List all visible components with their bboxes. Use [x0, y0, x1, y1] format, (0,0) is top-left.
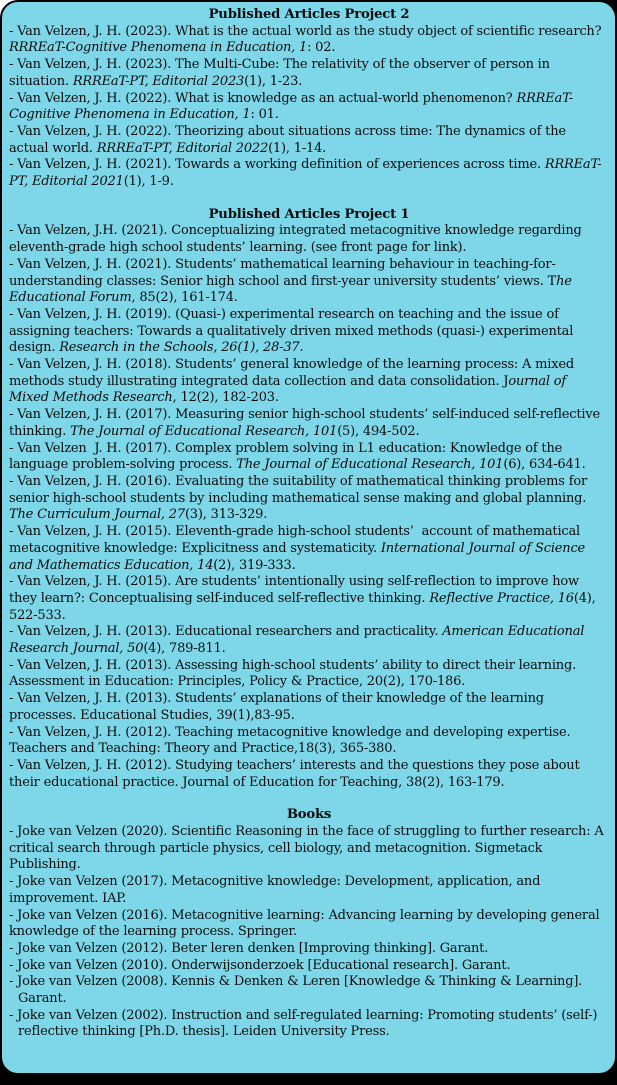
publication-entry: [9, 874, 609, 907]
citation-text: - Joke van Velzen (2020). Scientific Reasoning in the face of struggling to further research: A critical search through particle physics, cell biology, and metacognition. Sigmetack Publishing.: [9, 824, 608, 873]
journal-name-italic: The Journal of Educational Research, 101: [236, 457, 504, 473]
citation-text: - Van Velzen, J. H. (2023). The Multi-Cube: The relativity of the observer of person in situation.: [9, 57, 554, 89]
citation-text: - Van Velzen, J. H. (2022). Theorizing about situations across time: The dynamics of the actual world.: [9, 123, 570, 156]
journal-name-italic: Research in the Schools, 26(1), 28-37.: [59, 340, 304, 356]
citation-text: - Van Velzen, J. H. (2017). Measuring senior high-school students’ self-induced self-reflective thinking.: [9, 407, 604, 439]
citation-text: (3), 313-329.: [184, 507, 268, 523]
citation-text: (6), 634-641.: [503, 457, 586, 473]
publication-entry: [9, 307, 609, 357]
publication-entry: [9, 958, 609, 975]
publication-entry: [9, 474, 609, 524]
citation-text: - Van Velzen, J. H. (2013). Students’ explanations of their knowledge of the learning processes. Educational Studies, 39(1),83-95.: [9, 691, 548, 723]
citation-text: (1), 1-9.: [123, 174, 174, 190]
journal-name-italic: The Curriculum Journal, 27: [9, 507, 185, 523]
section-title: Published Articles Project 2: [208, 7, 410, 22]
citation-text: - Van Velzen, J. H. (2016). Evaluating the suitability of mathematical thinking problems for senior high-school students by including mathematical sense making and global planning.: [9, 473, 591, 506]
publication-entry: [9, 574, 609, 624]
citation-text: : 02.: [307, 40, 336, 56]
citation-text: - Joke van Velzen (2017). Metacognitive knowledge: Development, application, and improvement. IAP.: [9, 874, 545, 906]
publications-section: [9, 7, 609, 191]
publication-entry: [9, 941, 609, 958]
publications-content: [2, 2, 615, 1041]
journal-name-italic: American Educational Research Journal, 50: [9, 624, 589, 657]
citation-text: - Van Velzen J. H. (2017). Complex problem solving in L1 education: Knowledge of the language problem-solving process.: [9, 440, 567, 473]
citation-text: (4), 789-811.: [143, 641, 226, 657]
citation-text: - Van Velzen, J. H. (2012). Teaching metacognitive knowledge and developing expertise. Teachers and Teaching: Theory and Practice,18(3), 365-380.: [9, 724, 575, 757]
publication-entry: [9, 974, 609, 1007]
publication-entry: [9, 758, 609, 791]
publication-entry: [9, 257, 609, 307]
citation-text: - Joke van Velzen (2016). Metacognitive learning: Advancing learning by developing general knowledge of the learning process. Springer.: [9, 907, 604, 940]
citation-text: (1), 1-23.: [244, 73, 303, 89]
citation-text: - Joke van Velzen (2002). Instruction and self-regulated learning: Promoting students’ (self-) reflective thinking [Ph.D. thesis]. Leiden University Press.: [9, 1007, 602, 1040]
citation-text: , 12(2), 182-203.: [172, 390, 279, 406]
journal-name-italic: RRREaT-PT, Editorial 2022: [96, 140, 269, 156]
journal-name-italic: RRREaT-PT, Editorial 2021: [9, 157, 602, 190]
journal-name-italic: International Journal of Science and Mathematics Education, 14: [9, 540, 589, 573]
citation-text: - Van Velzen, J. H. (2018). Students’ general knowledge of the learning process: A mixed methods study illustrating integrated data collection and data consolidation. J: [9, 357, 578, 389]
publication-entry: [9, 357, 609, 407]
publication-entry: [9, 157, 609, 190]
citation-text: - Van Velzen, J. H. (2022). What is knowledge as an actual-world phenomenon?: [9, 90, 517, 106]
citation-text: - Joke van Velzen (2012). Beter leren denken [Improving thinking]. Garant.: [9, 940, 489, 956]
citation-text: - Van Velzen, J. H. (2021). Towards a working definition of experiences across time.: [9, 157, 545, 173]
journal-name-italic: ournal of Mixed Methods Research: [9, 373, 570, 406]
citation-text: (1), 1-14.: [268, 140, 327, 156]
publications-section: [9, 807, 609, 1041]
citation-text: : 01.: [250, 107, 279, 123]
section-title: Published Articles Project 1: [208, 206, 410, 222]
citation-text: (5), 494-502.: [337, 423, 420, 439]
publication-entry: [9, 908, 609, 941]
publications-section: [9, 207, 609, 792]
journal-name-italic: RRREaT-Cognitive Phenomena in Education, 1: [9, 90, 574, 123]
citation-text: - Van Velzen, J. H. (2013). Assessing high-school students’ ability to direct their learning. Assessment in Education: Principles, Policy & Practice, 20(2), 170-186.: [9, 657, 580, 690]
citation-text: - Joke van Velzen (2008). Kennis & Denken & Leren [Knowledge & Thinking & Learning]. Garant.: [9, 974, 587, 1007]
publication-entry: [9, 624, 609, 657]
section-title: Books: [286, 807, 332, 823]
citation-text: - Van Velzen, J. H. (2015). Are students’ intentionally using self-reflection to improve how they learn?: Conceptualising self-induced self-reflective thinking.: [9, 574, 583, 606]
publication-entry: [9, 407, 609, 440]
citation-text: (4), 522-533.: [9, 590, 600, 623]
publication-entry: [9, 691, 609, 724]
citation-text: - Van Velzen, J. H. (2013). Educational researchers and practicality.: [9, 624, 443, 640]
journal-name-italic: he Educational Forum: [9, 273, 576, 306]
citation-text: - Van Velzen, J. H. (2021). Students’ mathematical learning behaviour in teaching-for-understanding classes: Senior high school and first-year university students’ views. T: [9, 256, 557, 289]
citation-text: - Van Velzen, J. H. (2015). Eleventh-grade high-school students’ account of mathematical metacognitive knowledge: Explicitness and systematicity.: [9, 524, 584, 556]
journal-name-italic: RRREaT-Cognitive Phenomena in Education, 1: [9, 40, 308, 56]
publication-entry: [9, 1008, 609, 1041]
publication-entry: [9, 824, 609, 874]
publication-entry: [9, 524, 609, 574]
citation-text: , 85(2), 161-174.: [131, 290, 238, 306]
publication-entry: [9, 658, 609, 691]
publication-entry: [9, 725, 609, 758]
publication-entry: [9, 124, 609, 157]
publication-entry: [9, 57, 609, 90]
publication-entry: [9, 441, 609, 474]
publication-entry: [9, 24, 609, 57]
journal-name-italic: Reflective Practice, 16: [429, 590, 574, 606]
journal-name-italic: RRREaT-PT, Editorial 2023: [72, 73, 245, 89]
citation-text: - Joke van Velzen (2010). Onderwijsonderzoek [Educational research]. Garant.: [9, 957, 511, 973]
citation-text: - Van Velzen, J. H. (2012). Studying teachers’ interests and the questions they pose about their educational practice. Journal of Education for Teaching, 38(2), 163-179.: [9, 757, 584, 790]
publication-entry: [9, 223, 609, 256]
publication-entry: [9, 91, 609, 124]
citation-text: - Van Velzen, J.H. (2021). Conceptualizing integrated metacognitive knowledge regarding eleventh-grade high school students’ learning. (see front page for link).: [9, 223, 586, 256]
journal-name-italic: The Journal of Educational Research, 101: [70, 423, 338, 439]
citation-text: - Van Velzen, J. H. (2019). (Quasi-) experimental research on teaching and the issue of assigning teachers: Towards a qualitatively driven mixed methods (quasi-) experimental design.: [9, 306, 578, 356]
citation-text: (2), 319-333.: [213, 557, 296, 573]
citation-text: - Van Velzen, J. H. (2023). What is the actual world as the study object of scientific research?: [9, 23, 606, 39]
